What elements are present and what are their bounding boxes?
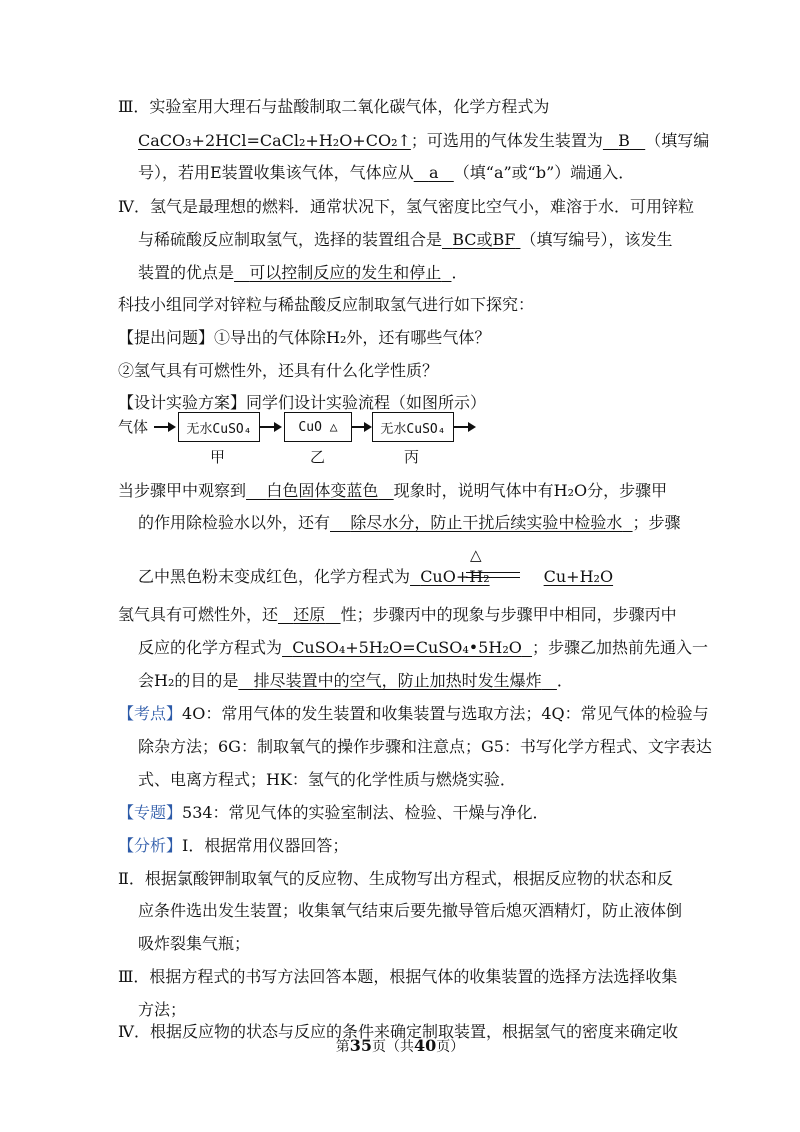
fenxi-line5: Ⅲ．根据方程式的书写方法回答本题，根据气体的收集装置的选择方法选择收集 (118, 967, 678, 986)
fenxi-line6: 方法； (138, 1000, 187, 1019)
kaodian-line1: 【考点】4O：常用气体的发生装置和收集装置与选取方法；4Q：常见气体的检验与 (118, 704, 709, 723)
answer-a: a (428, 163, 439, 182)
flow-box-bing: 无水CuSO₄ (372, 412, 454, 442)
fenxi-line2: Ⅱ．根据氯酸钾制取氧气的反应物、生成物写出方程式，根据反应物的状态和反 (118, 869, 673, 888)
p3-line2 (138, 130, 709, 152)
fenxi-line7: Ⅳ．根据反应物的状态与反应的条件来确定制取装置，根据氢气的密度来确定收 (118, 1022, 678, 1041)
answer-line2: 的作用除检验水以外，还有 除尽水分，防止干扰后续实验中检验水 ；步骤 (138, 513, 681, 532)
flow-arrow-2 (260, 426, 280, 428)
answer-remove-water: 除尽水分，防止干扰后续实验中检验水 (350, 513, 623, 532)
flow-arrow-4 (454, 426, 474, 428)
flow-box-yi: CuO △ (284, 412, 352, 442)
experiment-flow-diagram (118, 404, 498, 470)
zhuanti-line: 【专题】534：常见气体的实验室制法、检验、干燥与净化． (118, 803, 549, 822)
cuo-h2-equation: CuO+H₂ △ Cu+H₂O (420, 546, 614, 586)
question-1: 【提出问题】①导出的气体除H₂外，还有哪些气体？ (118, 328, 491, 347)
question-2: ②氢气具有可燃性外，还具有什么化学性质？ (118, 361, 439, 380)
kaodian-line2: 除杂方法；6G：制取氧气的操作步骤和注意点；G5：书写化学方程式、文字表达 (138, 737, 712, 756)
total-pages: 40 (414, 1036, 437, 1055)
flow-box-jia: 无水CuSO₄ (178, 412, 260, 442)
flow-label-jia: 甲 (210, 448, 226, 466)
zhuanti-tag: 【专题】 (118, 803, 183, 822)
fenxi-line3: 应条件选出发生装置；收集氧气结束后要先撤导管后熄灭酒精灯，防止液体倒 (138, 901, 683, 920)
p4-line1: Ⅳ．氢气是最理想的燃料．通常状况下，氢气密度比空气小，难溶于水．可用锌粒 (118, 197, 694, 216)
p3-line1: Ⅲ．实验室用大理石与盐酸制取二氧化碳气体，化学方程式为 (118, 97, 550, 116)
p3-text: ；可选用的气体发生装置为 (410, 131, 603, 150)
answer-white-to-blue: 白色固体变蓝色 (266, 481, 379, 500)
fenxi-line1: 【分析】Ⅰ．根据常用仪器回答； (118, 836, 349, 855)
kaodian-tag: 【考点】 (118, 704, 183, 723)
page-number: 35 (349, 1036, 372, 1055)
p4-line2: 与稀硫酸反应制取氢气，选择的装置组合是 BC或BF （填写编号），该发生 (138, 230, 673, 249)
equation-double-line (466, 572, 520, 578)
answer-purge-air: 排尽装置中的空气，防止加热时发生爆炸 (253, 671, 542, 690)
flow-label-bing: 丙 (404, 448, 420, 466)
heat-symbol: △ (470, 546, 482, 564)
answer-b: B (618, 131, 630, 150)
answer-line3: 乙中黑色粉末变成红色，化学方程式为 CuO+H₂ △ Cu+H₂O (138, 546, 614, 586)
flow-arrow-1 (154, 426, 174, 428)
answer-bc-bf: BC或BF (452, 230, 516, 249)
page-footer: 第35页（共40页） (335, 1036, 465, 1055)
answer-cuso4-equation: CuSO₄+5H₂O=CuSO₄•5H₂O (292, 638, 522, 657)
answer-line6: 会H₂的目的是 排尽装置中的空气，防止加热时发生爆炸 ． (138, 671, 573, 690)
answer-line4: 氢气具有可燃性外，还 还原 性；步骤丙中的现象与步骤甲中相同，步骤丙中 (118, 605, 677, 624)
p3-text2: （填写编 (645, 131, 710, 150)
p3-line3: 号），若用E装置收集该气体，气体应从 a （填“a”或“b”）端通入． (138, 163, 635, 182)
flow-label-yi: 乙 (310, 448, 326, 466)
answer-line5: 反应的化学方程式为 CuSO₄+5H₂O=CuSO₄•5H₂O ；步骤乙加热前先通入一 (138, 638, 709, 657)
caco3-equation: CaCO₃+2HCl=CaCl₂+H₂O+CO₂↑ (138, 131, 411, 150)
design-heading: 【设计实验方案】同学们设计实验流程（如图所示） (118, 393, 487, 412)
p4-line3: 装置的优点是 可以控制反应的发生和停止 ． (138, 263, 468, 282)
answer-line1: 当步骤甲中观察到 白色固体变蓝色 现象时，说明气体中有H₂O分，步骤甲 (118, 481, 668, 500)
explore-intro: 科技小组同学对锌粒与稀盐酸反应制取氢气进行如下探究： (118, 295, 535, 314)
fenxi-line4: 吸炸裂集气瓶； (138, 934, 251, 953)
answer-advantage: 可以控制反应的发生和停止 (249, 263, 442, 282)
fenxi-tag: 【分析】 (118, 836, 183, 855)
answer-reducibility: 还原 (293, 605, 326, 624)
flow-arrow-3 (352, 426, 370, 428)
flow-start-label: 气体 (118, 418, 149, 436)
kaodian-line3: 式、电离方程式；HK：氢气的化学性质与燃烧实验． (138, 770, 516, 789)
